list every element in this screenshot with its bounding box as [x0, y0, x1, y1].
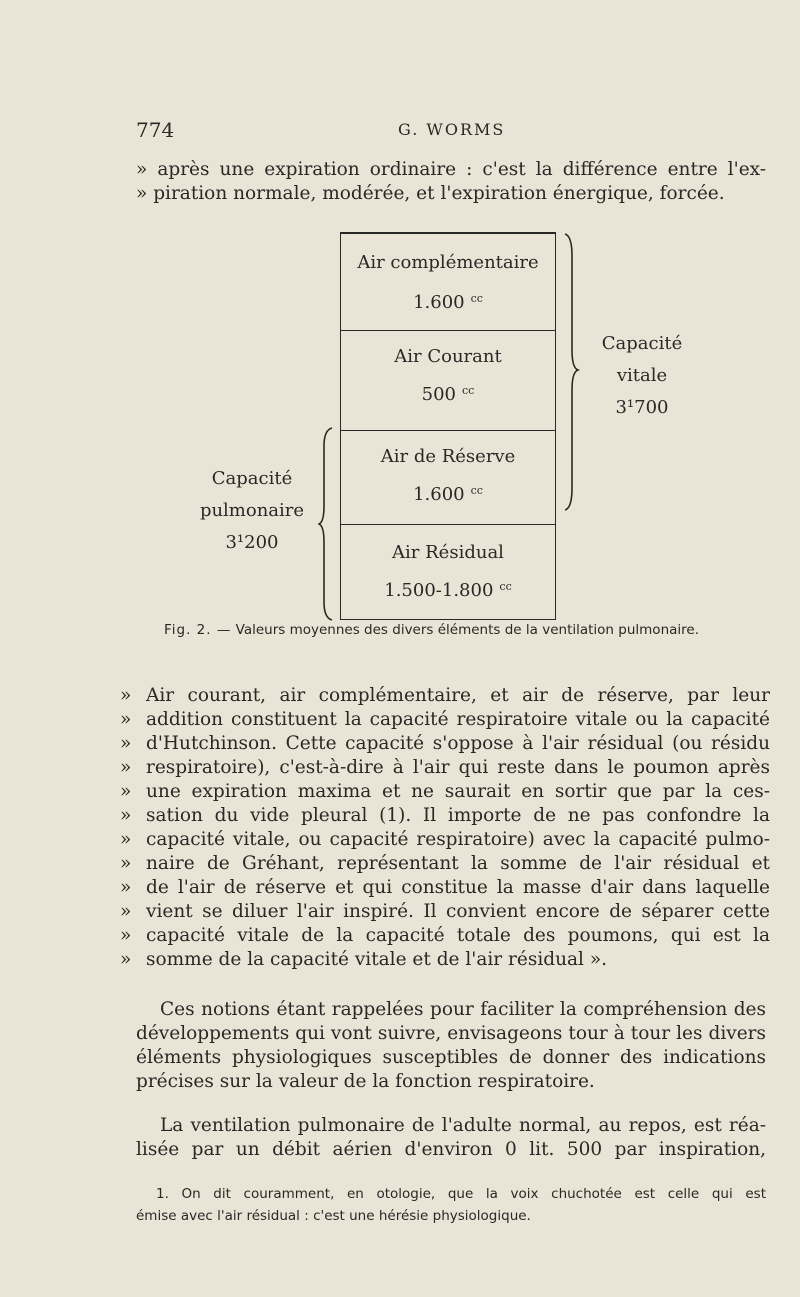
quote-mark: »: [120, 733, 132, 754]
cell-value: [341, 292, 555, 313]
text-line: La ventilation pulmonaire de l'adulte normal, au repos, est réa-: [160, 1115, 766, 1136]
text-line: » après une expiration ordinaire : c'est la différence entre l'ex-: [136, 159, 766, 180]
intro-paragraph: [136, 158, 766, 206]
figure-caption: [164, 622, 699, 638]
quote-line: [120, 948, 770, 972]
diagram-box: [340, 232, 556, 620]
text-line: » piration normale, modérée, et l'expiration énergique, forcée.: [136, 183, 725, 204]
quote-paragraph: [120, 684, 770, 972]
unit-text: cc: [462, 384, 475, 397]
page-header: [136, 118, 766, 148]
text-line: développements qui vont suivre, envisageons tour à tour les divers: [136, 1023, 766, 1044]
cell-label: Air Courant: [394, 346, 502, 367]
quote-mark: »: [120, 781, 132, 802]
quote-text: respiratoire), c'est-à-dire à l'air qui reste dans le poumon après: [146, 757, 770, 778]
left-side-label: [190, 463, 314, 559]
value-text: 500: [421, 384, 457, 405]
text-line: précises sur la valeur de la fonction respiratoire.: [136, 1071, 595, 1092]
quote-mark: »: [120, 949, 132, 970]
quote-text: addition constituent la capacité respiratoire vitale ou la capacité: [146, 709, 770, 730]
footnote-line: 1. On dit couramment, en otologie, que la voix chuchotée est celle qui est: [156, 1186, 766, 1202]
page-number: 774: [136, 118, 175, 142]
text-line: Ces notions étant rappelées pour faciliter la compréhension des: [160, 999, 766, 1020]
footnote: [136, 1183, 766, 1227]
quote-line: [120, 708, 770, 732]
quote-mark: »: [120, 829, 132, 850]
quote-mark: »: [120, 853, 132, 874]
value-text: 1.500-1.800: [384, 580, 494, 601]
quote-line: [120, 852, 770, 876]
running-head: G. WORMS: [398, 120, 506, 139]
quote-text: Air courant, air complémentaire, et air de réserve, par leur: [146, 685, 770, 706]
cell-value: [341, 484, 555, 505]
quote-text: vient se diluer l'air inspiré. Il convient encore de séparer cette: [146, 901, 770, 922]
quote-mark: »: [120, 757, 132, 778]
quote-text: capacité vitale, ou capacité respiratoire) avec la capacité pulmo-: [146, 829, 770, 850]
quote-line: [120, 924, 770, 948]
label-line: Capacité: [601, 333, 683, 354]
quote-mark: »: [120, 805, 132, 826]
caption-text: Valeurs moyennes des divers éléments de la ventilation pulmonaire.: [235, 622, 700, 638]
quote-text: sation du vide pleural (1). Il importe de ne pas confondre la: [146, 805, 770, 826]
quote-line: [120, 828, 770, 852]
value-text: 1.600: [413, 484, 465, 505]
value-text: 1.600: [413, 292, 465, 313]
quote-mark: »: [120, 901, 132, 922]
quote-text: une expiration maxima et ne saurait en sortir que par la ces-: [146, 781, 770, 802]
right-side-label: [582, 328, 702, 424]
quote-text: de l'air de réserve et qui constitue la masse d'air dans laquelle: [146, 877, 770, 898]
quote-line: [120, 876, 770, 900]
paragraph-3: [136, 1114, 766, 1162]
divider: [341, 524, 555, 525]
quote-line: [120, 756, 770, 780]
label-line: vitale: [616, 365, 668, 386]
label-line: pulmonaire: [199, 500, 305, 521]
quote-text: somme de la capacité vitale et de l'air résidual ».: [146, 949, 608, 970]
quote-text: d'Hutchinson. Cette capacité s'oppose à l'air résidual (ou résidu: [146, 733, 770, 754]
quote-line: [120, 780, 770, 804]
quote-line: [120, 900, 770, 924]
footnote-line: émise avec l'air résidual : c'est une hérésie physiologique.: [136, 1208, 531, 1224]
quote-line: [120, 684, 770, 708]
quote-line: [120, 804, 770, 828]
text-line: éléments physiologiques susceptibles de donner des indications: [136, 1047, 766, 1068]
unit-text: cc: [470, 484, 483, 497]
left-brace-icon: [318, 426, 336, 622]
quote-mark: »: [120, 685, 132, 706]
quote-text: capacité vitale de la capacité totale des poumons, qui est la: [146, 925, 770, 946]
divider: [341, 430, 555, 431]
right-brace-icon: [562, 232, 580, 512]
label-line: 3¹700: [615, 397, 669, 418]
label-line: Capacité: [211, 468, 293, 489]
quote-text: naire de Gréhant, représentant la somme de l'air résidual et: [146, 853, 770, 874]
cell-label: Air Résidual: [392, 542, 504, 563]
unit-text: cc: [499, 580, 512, 593]
quote-mark: »: [120, 877, 132, 898]
lung-volume-diagram: [190, 228, 730, 623]
quote-line: [120, 732, 770, 756]
cell-value: [341, 580, 555, 601]
caption-prefix: Fig. 2. —: [164, 622, 232, 638]
text-line: lisée par un débit aérien d'environ 0 lit. 500 par inspiration,: [136, 1139, 766, 1160]
paragraph-2: [136, 998, 766, 1094]
label-line: 3¹200: [225, 532, 279, 553]
unit-text: cc: [470, 292, 483, 305]
cell-value: [341, 384, 555, 405]
quote-mark: »: [120, 925, 132, 946]
quote-mark: »: [120, 709, 132, 730]
cell-label: Air de Réserve: [380, 446, 516, 467]
divider: [341, 330, 555, 331]
cell-label: Air complémentaire: [357, 252, 539, 273]
